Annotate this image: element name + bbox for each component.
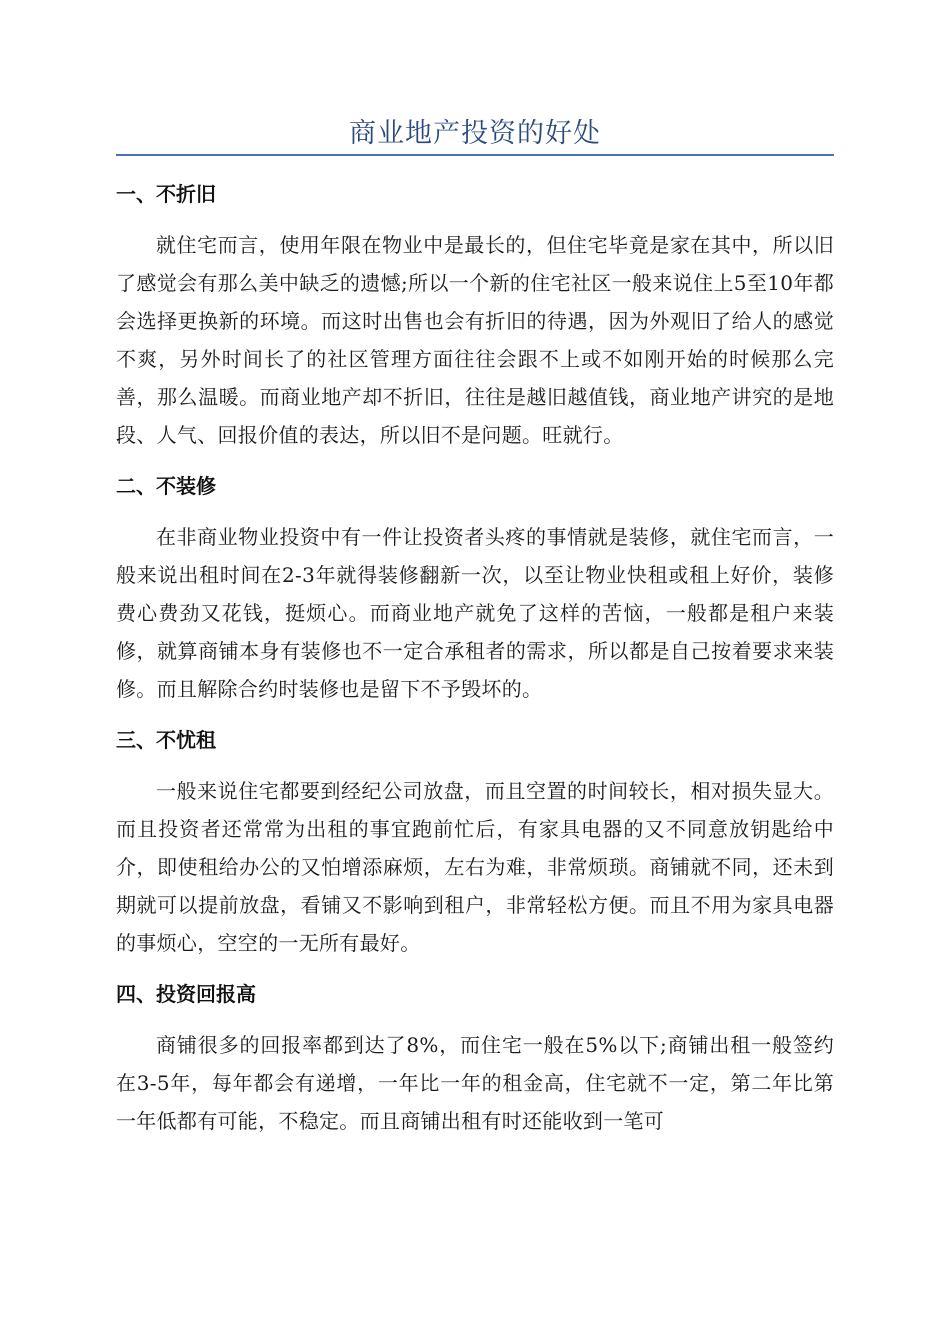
section-heading-4: 四、投资回报高 (116, 982, 256, 1006)
document-body (116, 176, 834, 1154)
section-paragraph-2: 在非商业物业投资中有一件让投资者头疼的事情就是装修，就住宅而言，一般来说出租时间在2-3年就得装修翻新一次，以至让物业快租或租上好价，装修费心费劲又花钱，挺烦心。而商业地产就免了这样的苦恼，一般都是租户来装修，就算商铺本身有装修也不一定合承租者的需求，所以都是自己按着要求来装修。而且解除合约时装修也是留下不予毁坏的。 (116, 525, 834, 701)
document-title: 商业地产投资的好处 (349, 118, 601, 149)
section-paragraph-4: 商铺很多的回报率都到达了8%，而住宅一般在5%以下;商铺出租一般签约在3-5年，每年都会有递增，一年比一年的租金高，住宅就不一定，第二年比第一年低都有可能，不稳定。而且商铺出租有时还能收到一笔可 (116, 1033, 834, 1133)
section-heading-2: 二、不装修 (116, 474, 216, 498)
section-paragraph-1: 就住宅而言，使用年限在物业中是最长的，但住宅毕竟是家在其中，所以旧了感觉会有那么美中缺乏的遗憾;所以一个新的住宅社区一般来说住上5至10年都会选择更换新的环境。而这时出售也会有折旧的待遇，因为外观旧了给人的感觉不爽，另外时间长了的社区管理方面往往会跟不上或不如刚开始的时候那么完善，那么温暖。而商业地产却不折旧，往往是越旧越值钱，商业地产讲究的是地段、人气、回报价值的表达，所以旧不是问题。旺就行。 (116, 233, 834, 447)
section-paragraph-3: 一般来说住宅都要到经纪公司放盘，而且空置的时间较长，相对损失显大。而且投资者还常常为出租的事宜跑前忙后，有家具电器的又不同意放钥匙给中介，即使租给办公的又怕增添麻烦，左右为难，非常烦琐。商铺就不同，还未到期就可以提前放盘，看铺又不影响到租户，非常轻松方便。而且不用为家具电器的事烦心，空空的一无所有最好。 (116, 779, 834, 955)
title-underline (116, 154, 834, 156)
section-heading-3: 三、不忧租 (116, 728, 216, 752)
section-heading-1: 一、不折旧 (116, 182, 216, 206)
